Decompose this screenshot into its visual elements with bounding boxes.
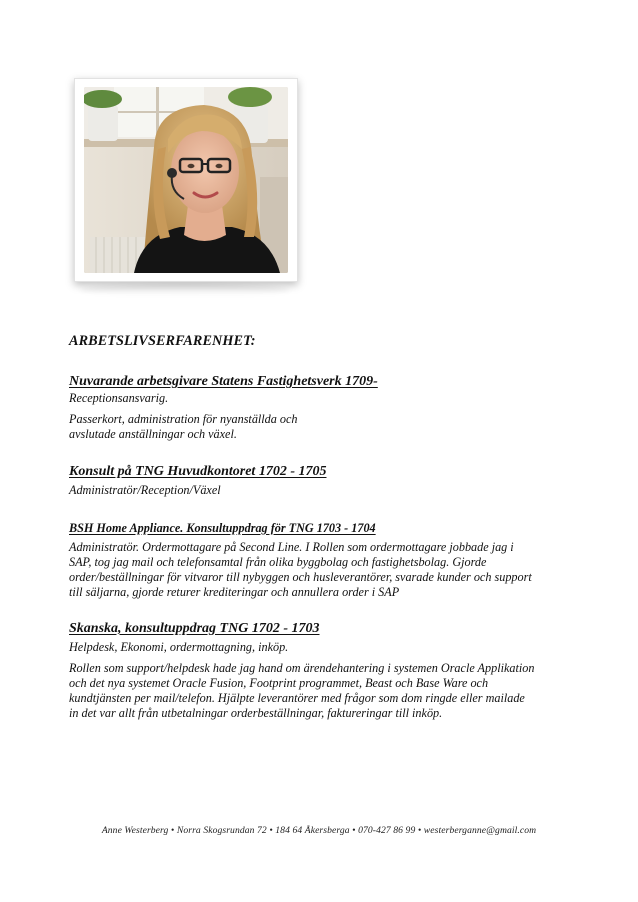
photo-frame [74, 78, 298, 282]
contact-footer: Anne Westerberg • Norra Skogsrundan 72 • 184 64 Åkersberga • 070-427 86 99 • westerberganne@gmail.com [101, 825, 537, 836]
job-role-1: Receptionsansvarig. [69, 391, 169, 405]
job-title-3: BSH Home Appliance. Konsultuppdrag för TNG 1703 - 1704 [69, 520, 376, 535]
job-title-4: Skanska, konsultuppdrag TNG 1702 - 1703 [69, 620, 320, 636]
job-description-4: Rollen som support/helpdesk hade jag hand om ärendehantering i systemen Oracle Applikation och det nya systemet Oracle Fusion, Footprint programmet, Beast och Base Ware och kundtjänsten per mail/telefon. Hjälpte leverantörer med frågor som dom ringde eller mailade in det var allt från utbetalningar orderbeställningar, faktureringar till inköp. [69, 660, 535, 721]
job-title-1: Nuvarande arbetsgivare Statens Fastighetsverk 1709- [69, 374, 378, 389]
section-heading: ARBETSLIVSERFARENHET: [69, 333, 256, 349]
photo-shadow [80, 284, 290, 296]
job-role-2: Administratör/Reception/Växel [69, 482, 221, 497]
job-role-4: Helpdesk, Ekonomi, ordermottagning, inköp. [69, 639, 289, 654]
portrait-photo [84, 87, 288, 273]
job-title-2: Konsult på TNG Huvudkontoret 1702 - 1705 [69, 463, 327, 479]
job-entry-3 [69, 520, 569, 601]
work-experience-section [69, 331, 569, 722]
job-description-1: Passerkort, administration för nyanställda och avslutade anställningar och växel. [69, 412, 298, 442]
job-description-3: Administratör. Ordermottagare på Second Line. I Rollen som ordermottagare jobbade jag i SAP, tog jag mail och telefonsamtal från olika byggbolag och fastighetsbolag. Gjorde order/beställningar för vitvaror till nybyggen och husleverantörer, svarade kunder och support till säljarna, gjorde returer krediteringar och annullera order i SAP [69, 539, 532, 600]
job-entry-4 [69, 620, 569, 722]
job-entry-2 [69, 463, 569, 498]
job-entry-1 [69, 373, 569, 443]
